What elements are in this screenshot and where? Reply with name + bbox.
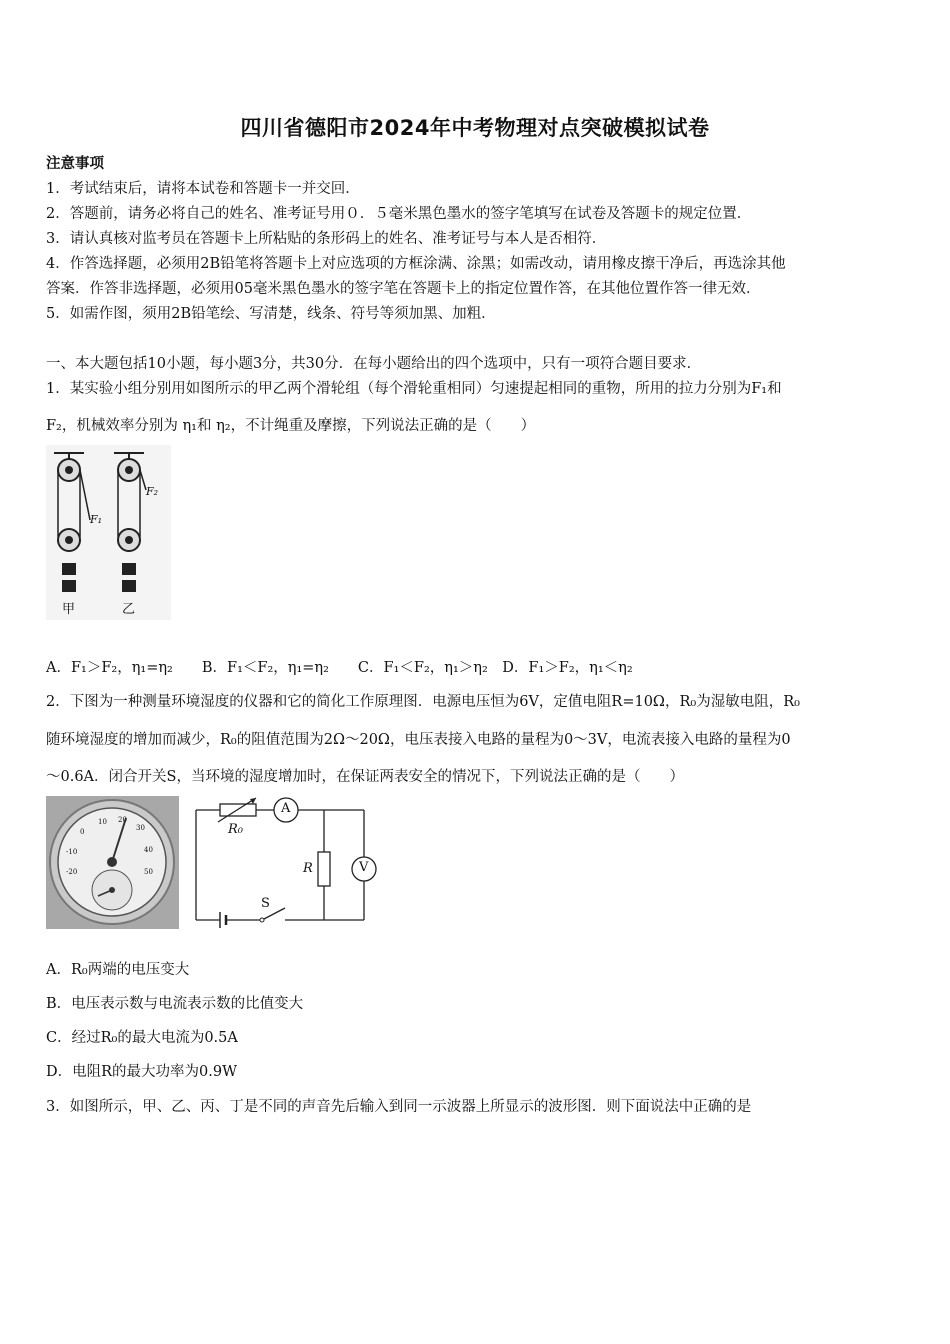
- gauge-tick: 30: [136, 824, 145, 832]
- gauge-tick: -10: [66, 848, 78, 856]
- force-label-f1: F₁: [90, 513, 103, 526]
- section-heading: 一、本大题包括10小题，每小题3分，共30分．在每小题给出的四个选项中，只有一项符合题目要求．: [46, 356, 702, 372]
- question-1-stem-cont: F₂，机械效率分别为 η₁和 η₂，不计绳重及摩擦，下列说法正确的是（ ）: [46, 418, 536, 434]
- notice-item: 1．考试结束后，请将本试卷和答题卡一并交回．: [46, 181, 360, 197]
- gauge-tick: 10: [98, 818, 107, 826]
- question-1-options: A．F₁＞F₂，η₁=η₂ B．F₁＜F₂，η₁=η₂ C．F₁＜F₂，η₁＞η₂ D．F₁＞F₂，η₁＜η₂: [46, 660, 633, 676]
- pulley-diagram: [46, 445, 171, 620]
- label-yi: 乙: [122, 602, 136, 617]
- question-2-stem-cont: 随环境湿度的增加而减少，R₀的阻值范围为2Ω～20Ω，电压表接入电路的量程为0～3V，电流表接入电路的量程为0: [46, 732, 791, 748]
- gauge-tick: 50: [144, 868, 153, 876]
- switch-label: S: [261, 896, 270, 911]
- pulley-figure: [46, 445, 171, 620]
- ammeter-label: A: [281, 801, 291, 816]
- gauge-tick: 0: [80, 828, 85, 836]
- circuit-diagram: [190, 796, 380, 931]
- page-title: 四川省德阳市2024年中考物理对点突破模拟试卷: [240, 116, 710, 140]
- question-3-stem: 3．如图所示，甲、乙、丙、丁是不同的声音先后输入到同一示波器上所显示的波形图．则下面说法中正确的是: [46, 1099, 752, 1115]
- notice-item: 2．答题前，请务必将自己的姓名、准考证号用０．５毫米黑色墨水的签字笔填写在试卷及答题卡的规定位置．: [46, 206, 752, 222]
- notice-item: 答案．作答非选择题，必须用05毫米黑色墨水的签字笔在答题卡上的指定位置作答，在其他位置作答一律无效．: [46, 281, 761, 297]
- voltmeter-label: V: [359, 860, 369, 875]
- label-jia: 甲: [62, 602, 76, 617]
- circuit-figure: [190, 796, 380, 931]
- question-2-option-a: A．R₀两端的电压变大: [46, 962, 190, 978]
- gauge-tick: 40: [144, 846, 153, 854]
- question-2-option-b: B．电压表示数与电流表示数的比值变大: [46, 996, 304, 1012]
- question-1-stem: 1．某实验小组分别用如图所示的甲乙两个滑轮组（每个滑轮重相同）匀速提起相同的重物，所用的拉力分别为F₁和: [46, 381, 782, 397]
- hygrometer-image: [46, 796, 179, 929]
- notice-heading: 注意事项: [46, 155, 104, 172]
- notice-item: 5．如需作图，须用2B铅笔绘、写清楚，线条、符号等须加黑、加粗．: [46, 306, 496, 322]
- gauge-tick: -20: [66, 868, 78, 876]
- notice-item: 3．请认真核对监考员在答题卡上所粘贴的条形码上的姓名、准考证号与本人是否相符．: [46, 231, 607, 247]
- r-label: R: [303, 861, 313, 876]
- hygrometer-figure: [46, 796, 179, 929]
- gauge-tick: 20: [118, 816, 127, 824]
- notice-item: 4．作答选择题，必须用2B铅笔将答题卡上对应选项的方框涂满、涂黑；如需改动，请用橡皮擦干净后，再选涂其他: [46, 256, 786, 272]
- force-label-f2: F₂: [146, 485, 159, 498]
- question-2-stem: 2．下图为一种测量环境湿度的仪器和它的简化工作原理图．电源电压恒为6V，定值电阻R=10Ω，R₀为湿敏电阻，R₀: [46, 694, 800, 710]
- r0-label: R₀: [228, 822, 243, 837]
- question-2-stem-cont: ～0.6A．闭合开关S，当环境的湿度增加时，在保证两表安全的情况下，下列说法正确的是（ ）: [46, 769, 684, 785]
- question-2-option-d: D．电阻R的最大功率为0.9W: [46, 1064, 238, 1080]
- question-2-option-c: C．经过R₀的最大电流为0.5A: [46, 1030, 238, 1046]
